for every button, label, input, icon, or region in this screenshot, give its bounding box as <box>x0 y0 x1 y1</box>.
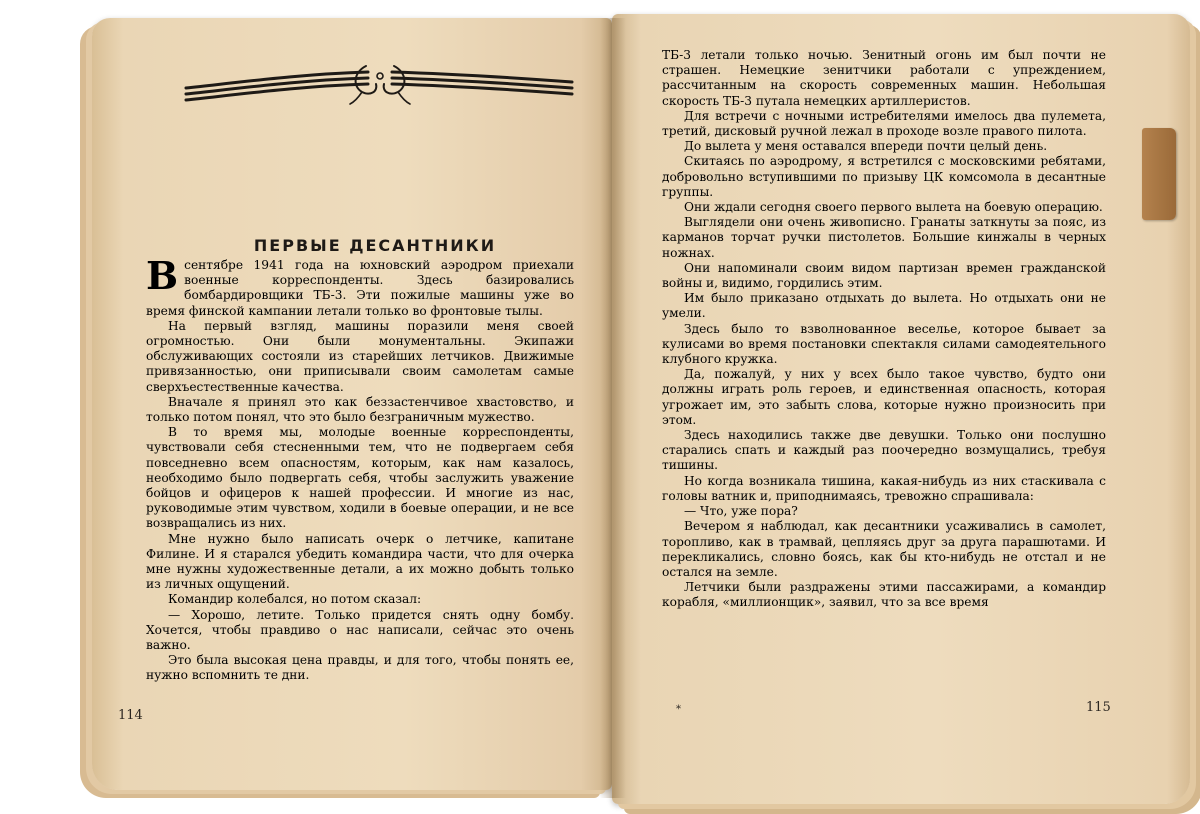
paragraph: ТБ-3 летали только ночью. Зенитный огонь им был почти не страшен. Немецкие зенитчики работали с упреждением, рассчитанным на скорость современных машин. Небольшая скорость ТБ-3 путала немецких артиллеристов. <box>662 48 1106 108</box>
paragraph: На первый взгляд, машины поразили меня своей огромностью. Они были монументальны. Экипажи обслуживающих состояли из старейших летчиков. Движимые привязанностью, они приписывали своим самолетам самые сверхъестественные качества. <box>146 318 574 394</box>
drop-cap: В <box>146 253 179 298</box>
paragraph: В сентябре 1941 года на юхновский аэродром приехали военные корреспонденты. Здесь базировались бомбардировщики ТБ-3. Эти пожилые машины уже во время финской кампании летали только во фронтовые тылы. <box>146 253 574 318</box>
paragraph: Они напоминали своим видом партизан времен гражданской войны и, видимо, гордились этим. <box>662 260 1106 291</box>
paragraph: Это была высокая цена правды, и для того, чтобы понять ее, нужно вспомнить те дни. <box>146 653 574 683</box>
paragraph: Они ждали сегодня своего первого вылета на боевую операцию. <box>684 200 1103 215</box>
paragraph: Вечером я наблюдал, как десантники усаживались в самолет, торопливо, как в трамвай, цепляясь друг за друга парашютами. И перекликались, словно боясь, как бы кто-нибудь не отстал и не остался на земле. <box>662 519 1106 579</box>
paragraph: До вылета у меня оставался впереди почти целый день. <box>684 139 1048 154</box>
footer-mark: * <box>676 704 681 715</box>
page-number-left: 114 <box>118 708 143 723</box>
paragraph: Для встречи с ночными истребителями имелось два пулемета, третий, дисковый ручной лежал в проходе возле правого пилота. <box>662 108 1106 139</box>
paragraph: — Хорошо, летите. Только придется снять одну бомбу. Хочется, чтобы правдиво о нас написали, сейчас это очень важно. <box>146 607 574 653</box>
paragraph: Летчики были раздражены этими пассажирами, а командир корабля, «миллионщик», заявил, что за все время <box>662 580 1106 610</box>
chapter-title: ПЕРВЫЕ ДЕСАНТНИКИ <box>253 236 497 255</box>
paragraph: Вначале я принял это как беззастенчивое хвастовство, и только потом понял, что это было безграничным мужество. <box>146 394 574 425</box>
paragraph: Да, пожалуй, у них у всех было такое чувство, будто они должны играть роль героев, и единственная опасность, которая угрожает им, это забыть слова, которые нужно произносить при этом. <box>662 367 1106 427</box>
left-page-text <box>146 253 574 684</box>
page-number-right: 115 <box>1086 700 1111 715</box>
paragraph: Здесь было то взволнованное веселье, которое бывает за кулисами во время постановки спектакля силами самодеятельного клубного кружка. <box>662 321 1106 367</box>
paragraph: Здесь находились также две девушки. Только они послушно старались спать и каждый раз поочередно возмущались, требуя тишины. <box>662 428 1106 473</box>
paragraph: Выглядели они очень живописно. Гранаты заткнуты за пояс, из карманов торчат ручки пистолетов. Большие кинжалы в черных ножнах. <box>662 215 1106 260</box>
paragraph: Но когда возникала тишина, какая-нибудь из них стаскивала с головы ватник и, приподнимаясь, тревожно спрашивала: <box>662 473 1106 503</box>
paragraph: Скитаясь по аэродрому, я встретился с московскими ребятами, добровольно вступившими по призыву ЦК комсомола в десантные группы. <box>662 154 1106 199</box>
right-page-text <box>662 48 1106 611</box>
chapter-ornament-icon <box>182 62 576 106</box>
paragraph: Командир колебался, но потом сказал: <box>168 592 422 607</box>
paragraph: Им было приказано отдыхать до вылета. Но отдыхать они не умели. <box>662 291 1106 321</box>
paragraph: Мне нужно было написать очерк о летчике, капитане Филине. И я старался убедить командира части, что для очерка мне нужны художественные детали, а их можно добыть только из личных ощущений. <box>146 531 574 592</box>
bookmark-tab <box>1142 128 1176 220</box>
paragraph: В то время мы, молодые военные корреспонденты, чувствовали себя стесненными тем, что не подвергаем себя повседневно всем опасностям, которым, как нам казалось, необходимо было подвергать себя, чтобы заслужить уважение бойцов и офицеров к нашей профессии. И многие из нас, руководимые этим чувством, ходили в боевые операции, и не все возвращались из них. <box>146 425 574 531</box>
paragraph: — Что, уже пора? <box>684 504 798 519</box>
